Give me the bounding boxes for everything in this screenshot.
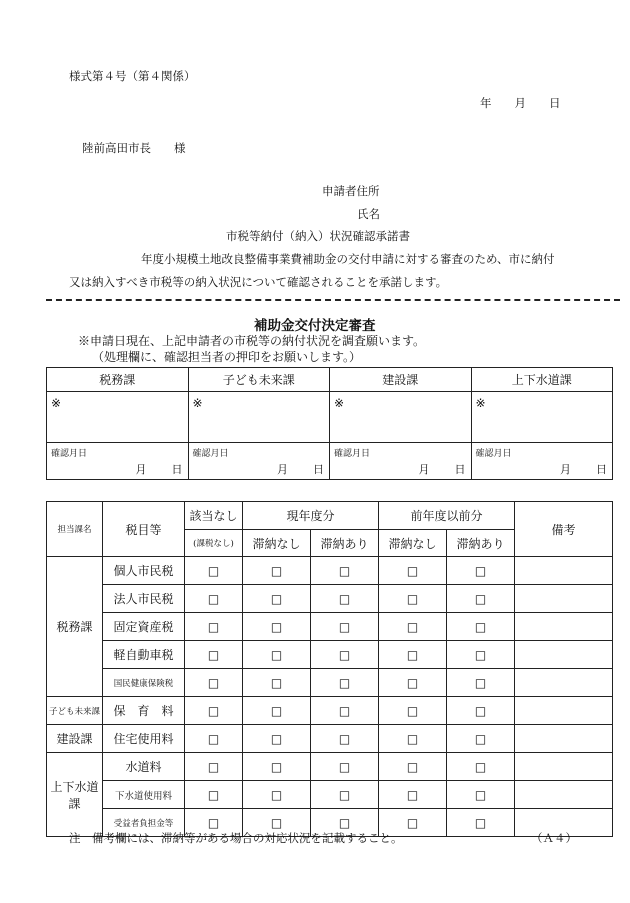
status-checkbox[interactable]: □ [379,809,447,837]
status-checkbox[interactable]: □ [447,809,515,837]
status-checkbox[interactable]: □ [243,781,311,809]
status-checkbox[interactable]: □ [185,697,243,725]
status-checkbox[interactable]: □ [243,557,311,585]
item-cell: 固定資産税 [103,613,185,641]
department-confirmation-table [46,367,613,480]
table-row [47,585,613,613]
status-checkbox[interactable]: □ [447,781,515,809]
applicant-address-label: 申請者住所 [322,184,380,198]
status-checkbox[interactable]: □ [311,613,379,641]
table-row [47,641,613,669]
status-checkbox[interactable]: □ [447,725,515,753]
remarks-cell[interactable] [515,585,613,613]
status-checkbox[interactable]: □ [185,781,243,809]
applicant-name-label: 氏名 [357,207,380,221]
footer-note: 注 備考欄には、滞納等がある場合の対応状況を記載すること。 [69,831,403,845]
arrears-header: 滞納あり [311,530,379,557]
paper-size: （Ａ４） [531,831,577,845]
status-checkbox[interactable]: □ [379,613,447,641]
dept-header: 上下水道課 [471,368,613,392]
confirm-cell[interactable] [330,443,472,480]
dept-header: 建設課 [330,368,472,392]
not-applicable-header: 該当なし [185,502,243,530]
remarks-cell[interactable] [515,697,613,725]
status-checkbox[interactable]: □ [447,753,515,781]
consent-body-line1: 年度小規模土地改良整備事業費補助金の交付申請に対する審査のため、市に納付 [141,252,555,266]
item-header: 税目等 [103,502,185,557]
review-title: 補助金交付決定審査 [254,318,376,334]
status-checkbox[interactable]: □ [447,641,515,669]
status-checkbox[interactable]: □ [379,781,447,809]
status-checkbox[interactable]: □ [243,585,311,613]
table-row [47,725,613,753]
dept-header: 子ども未来課 [188,368,330,392]
previous-years-header: 前年度以前分 [379,502,515,530]
status-checkbox[interactable]: □ [379,697,447,725]
item-cell: 受益者負担金等 [103,809,185,837]
date-line: 年 月 日 [480,96,561,110]
stamp-cell[interactable] [330,392,472,443]
remarks-cell[interactable] [515,613,613,641]
status-checkbox[interactable]: □ [185,725,243,753]
status-checkbox[interactable]: □ [243,809,311,837]
status-checkbox[interactable]: □ [243,697,311,725]
tax-status-table [46,501,613,837]
status-checkbox[interactable]: □ [185,809,243,837]
status-checkbox[interactable]: □ [379,725,447,753]
addressee: 陸前高田市長 様 [82,141,186,155]
status-checkbox[interactable]: □ [243,725,311,753]
status-checkbox[interactable]: □ [311,753,379,781]
status-checkbox[interactable]: □ [311,641,379,669]
table-row [47,753,613,781]
status-checkbox[interactable]: □ [185,753,243,781]
status-checkbox[interactable]: □ [379,641,447,669]
stamp-cell[interactable] [47,392,189,443]
status-checkbox[interactable]: □ [447,557,515,585]
arrears-header: 滞納あり [447,530,515,557]
mark: ※ [192,396,203,410]
confirm-cell[interactable] [471,443,613,480]
mark: ※ [51,396,62,410]
form-number: 様式第４号（第４関係） [69,69,196,83]
table-row [47,613,613,641]
confirm-date: 月 日 [418,463,467,476]
status-checkbox[interactable]: □ [185,585,243,613]
item-cell: 個人市民税 [103,557,185,585]
confirm-label: 確認月日 [192,449,229,459]
status-checkbox[interactable]: □ [185,613,243,641]
dept-name-header: 担当課名 [47,502,103,557]
status-checkbox[interactable]: □ [379,669,447,697]
confirm-label: 確認月日 [51,449,88,459]
status-checkbox[interactable]: □ [185,641,243,669]
item-cell: 国民健康保険税 [103,669,185,697]
confirm-date: 月 日 [277,463,325,476]
dept-cell: 子ども未来課 [47,697,103,725]
mark: ※ [475,396,486,410]
item-cell: 下水道使用料 [103,781,185,809]
table-row [47,557,613,585]
status-checkbox[interactable]: □ [185,557,243,585]
remarks-cell[interactable] [515,753,613,781]
item-cell: 保 育 料 [103,697,185,725]
item-cell: 法人市民税 [103,585,185,613]
remarks-cell[interactable] [515,725,613,753]
confirm-cell[interactable] [188,443,330,480]
confirm-cell[interactable] [47,443,189,480]
no-arrears-header: 滞納なし [243,530,311,557]
status-checkbox[interactable]: □ [311,725,379,753]
confirm-label: 確認月日 [334,449,371,459]
remarks-cell[interactable] [515,669,613,697]
table-row [47,697,613,725]
status-checkbox[interactable]: □ [311,669,379,697]
table-row [47,781,613,809]
table-row [47,669,613,697]
mark: ※ [334,396,345,410]
remarks-cell[interactable] [515,557,613,585]
dept-cell: 税務課 [47,557,103,697]
dept-cell: 建設課 [47,725,103,753]
status-checkbox[interactable]: □ [243,669,311,697]
stamp-cell[interactable] [471,392,613,443]
stamp-cell[interactable] [188,392,330,443]
status-checkbox[interactable]: □ [243,613,311,641]
status-checkbox[interactable]: □ [311,809,379,837]
status-checkbox[interactable]: □ [447,613,515,641]
status-checkbox[interactable]: □ [311,781,379,809]
status-checkbox[interactable]: □ [243,641,311,669]
status-checkbox[interactable]: □ [243,753,311,781]
status-checkbox[interactable]: □ [311,585,379,613]
consent-body-line2: 又は納入すべき市税等の納入状況について確認されることを承諾します。 [69,275,448,289]
confirm-label: 確認月日 [475,449,512,459]
status-checkbox[interactable]: □ [185,669,243,697]
status-checkbox[interactable]: □ [447,585,515,613]
no-arrears-header: 滞納なし [379,530,447,557]
status-checkbox[interactable]: □ [447,669,515,697]
cut-line [46,299,620,301]
status-checkbox[interactable]: □ [379,753,447,781]
confirm-date: 月 日 [135,463,184,476]
status-checkbox[interactable]: □ [311,697,379,725]
review-note1: ※申請日現在、上記申請者の市税等の納付状況を調査願います。 [78,334,426,348]
item-cell: 住宅使用料 [103,725,185,753]
status-checkbox[interactable]: □ [379,585,447,613]
status-checkbox[interactable]: □ [379,557,447,585]
consent-title: 市税等納付（納入）状況確認承諾書 [226,229,410,243]
remarks-header: 備考 [515,502,613,557]
item-cell: 軽自動車税 [103,641,185,669]
remarks-cell[interactable] [515,641,613,669]
current-year-header: 現年度分 [243,502,379,530]
dept-cell: 上下水道課 [47,753,103,837]
status-checkbox[interactable]: □ [447,697,515,725]
status-checkbox[interactable]: □ [311,557,379,585]
item-cell: 水道料 [103,753,185,781]
dept-header: 税務課 [47,368,189,392]
not-applicable-sub: (課税なし) [185,530,243,557]
review-note2: （処理欄に、確認担当者の押印をお願いします。） [92,350,362,364]
remarks-cell[interactable] [515,781,613,809]
confirm-date: 月 日 [560,463,608,476]
